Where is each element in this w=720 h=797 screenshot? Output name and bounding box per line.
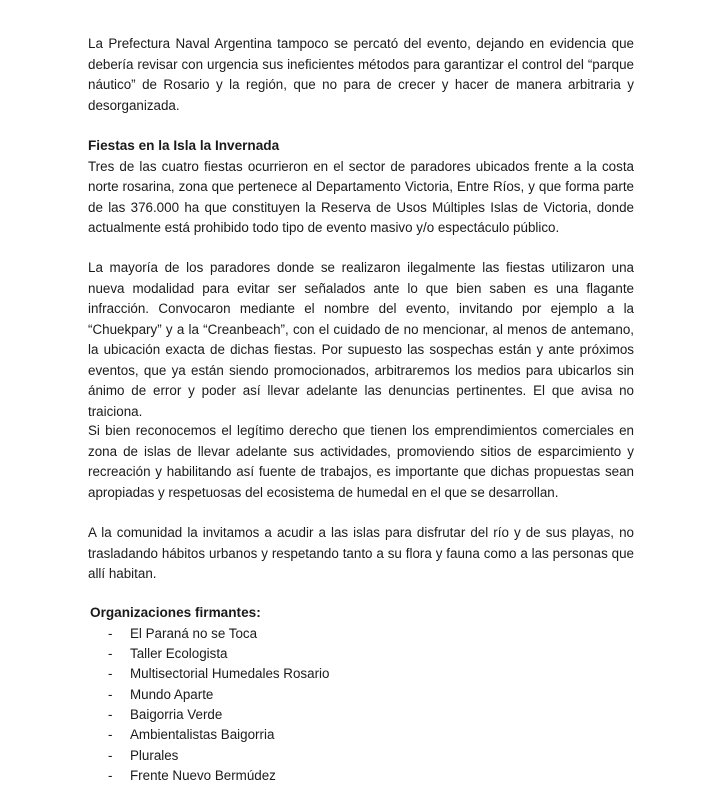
list-bullet: - xyxy=(108,727,113,743)
list-item xyxy=(88,725,634,745)
list-item xyxy=(88,664,634,684)
list-bullet: - xyxy=(108,666,113,682)
paragraph-text: Si bien reconocemos el legítimo derecho que tienen los emprendimientos comerciales en zona de islas de llevar adelante sus actividades, promoviendo sitios de esparcimiento y recreación y habilitando así fuente de trabajos, es importante que dichas propuestas sean apropiadas y respetuosas del ecosistema de humedal en el que se desarrollan. xyxy=(88,423,634,500)
list-item xyxy=(88,685,634,705)
signatories-list xyxy=(88,624,634,787)
signatories-title: Organizaciones firmantes: xyxy=(90,605,261,620)
list-bullet: - xyxy=(108,768,113,784)
list-bullet: - xyxy=(108,625,113,641)
list-item xyxy=(88,644,634,664)
paragraph-modalidad xyxy=(88,258,634,422)
paragraph-emprendimientos xyxy=(88,421,634,503)
paragraph-paradores xyxy=(88,157,634,239)
list-item xyxy=(88,624,634,644)
paragraph-text: La mayoría de los paradores donde se realizaron ilegalmente las fiestas utilizaron una nueva modalidad para evitar ser señalados ante lo que bien saben es una flagante infracción. Convocaron mediante el nombre del evento, invitando por ejemplo a la “Chuekpary” y a la “Creanbeach”, con el cuidado de no mencionar, al menos de antemano, la ubicación exacta de dichas fiestas. Por supuesto las sospechas están y ante próximos eventos, que ya están siendo promocionados, arbitraremos los medios para ubicarlos sin ánimo de error y poder así llevar adelante las denuncias pertinentes. El que avisa no traiciona. xyxy=(88,260,634,419)
organization-name: Frente Nuevo Bermúdez xyxy=(130,768,276,784)
organization-name: El Paraná no se Toca xyxy=(130,625,258,641)
organization-name: Baigorria Verde xyxy=(130,707,223,723)
section-fiestas xyxy=(88,136,634,239)
list-item xyxy=(88,766,634,786)
paragraph-comunidad xyxy=(88,523,634,585)
list-bullet: - xyxy=(108,686,113,702)
organization-name: Plurales xyxy=(130,747,179,763)
section-heading: Fiestas en la Isla la Invernada xyxy=(88,138,280,153)
organization-name: Mundo Aparte xyxy=(130,686,214,702)
organization-name: Taller Ecologista xyxy=(130,645,228,661)
paragraph-text: La Prefectura Naval Argentina tampoco se percató del evento, dejando en evidencia que debería revisar con urgencia sus ineficientes métodos para garantizar el control del “parque náutico” de Rosario y la región, que no para de crecer y hacer de manera arbitraria y desorganizada. xyxy=(88,36,634,113)
list-bullet: - xyxy=(108,707,113,723)
list-bullet: - xyxy=(108,747,113,763)
signatories-section xyxy=(88,603,634,787)
list-item xyxy=(88,705,634,725)
organization-name: Multisectorial Humedales Rosario xyxy=(130,666,330,682)
paragraph-text: A la comunidad la invitamos a acudir a las islas para disfrutar del río y de sus playas, no trasladando hábitos urbanos y respetando tanto a su flora y fauna como a las personas que allí habitan. xyxy=(88,525,634,581)
paragraph-text: Tres de las cuatro fiestas ocurrieron en el sector de paradores ubicados frente a la costa norte rosarina, zona que pertenece al Departamento Victoria, Entre Ríos, y que forma parte de las 376.000 ha que constituyen la Reserva de Usos Múltiples Islas de Victoria, donde actualmente está prohibido todo tipo de evento masivo y/o espectáculo público. xyxy=(88,158,634,235)
organization-name: Ambientalistas Baigorria xyxy=(130,727,275,743)
paragraph-prefectura xyxy=(88,34,634,116)
list-item xyxy=(88,746,634,766)
list-bullet: - xyxy=(108,645,113,661)
